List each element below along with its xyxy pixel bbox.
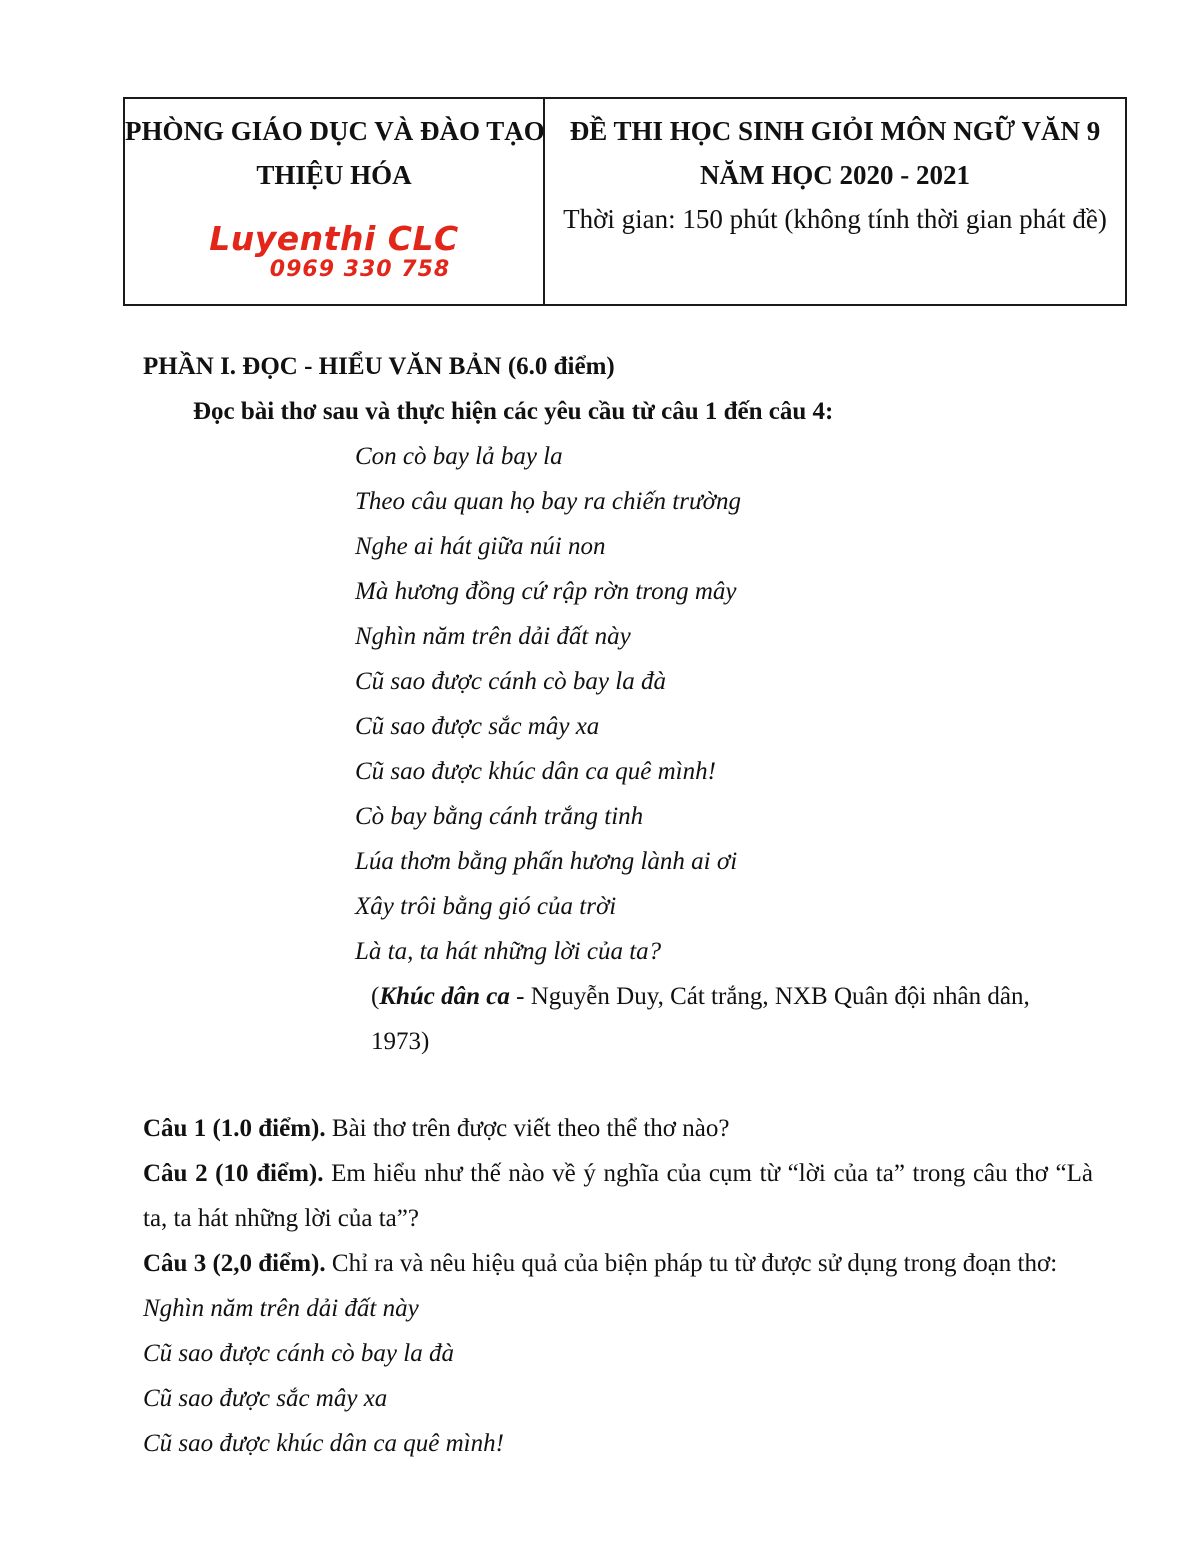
logo-phone-number: 0969 330 758 bbox=[269, 257, 451, 282]
question-1-label: Câu 1 (1.0 điểm). bbox=[143, 1115, 326, 1142]
question-1-text: Bài thơ trên được viết theo thể thơ nào? bbox=[325, 1115, 730, 1142]
question-3-text: Chỉ ra và nêu hiệu quả của biện pháp tu từ được sử dụng trong đoạn thơ: bbox=[325, 1250, 1058, 1277]
exam-title: ĐỀ THI HỌC SINH GIỎI MÔN NGỮ VĂN 9 bbox=[569, 116, 1101, 146]
school-year: NĂM HỌC 2020 - 2021 bbox=[700, 160, 970, 190]
issuing-department: PHÒNG GIÁO DỤC VÀ ĐÀO TẠO bbox=[125, 116, 545, 146]
reading-instruction: Đọc bài thơ sau và thực hiện các yêu cầu từ câu 1 đến câu 4: bbox=[193, 398, 834, 425]
citation-open: ( bbox=[371, 983, 380, 1010]
poem-line: Con cò bay lả bay la bbox=[355, 443, 563, 470]
quote-line: Cũ sao được sắc mây xa bbox=[143, 1385, 388, 1412]
question-2-label: Câu 2 (10 điểm). bbox=[143, 1160, 324, 1187]
poem-line: Cũ sao được cánh cò bay la đà bbox=[355, 668, 666, 695]
poem-line: Nghe ai hát giữa núi non bbox=[355, 533, 606, 560]
question-1 bbox=[143, 1106, 1093, 1151]
poem-line: Cò bay bằng cánh trắng tinh bbox=[355, 803, 644, 830]
poem-line: Mà hương đồng cứ rập rờn trong mây bbox=[355, 578, 737, 605]
section-title: PHẦN I. ĐỌC - HIỂU VĂN BẢN (6.0 điểm) bbox=[143, 353, 615, 380]
question-3-label: Câu 3 (2,0 điểm). bbox=[143, 1250, 326, 1277]
question-3 bbox=[143, 1241, 1093, 1286]
poem-line: Là ta, ta hát những lời của ta? bbox=[355, 938, 662, 965]
quote-line: Cũ sao được khúc dân ca quê mình! bbox=[143, 1430, 504, 1457]
citation-source: - Nguyễn Duy, Cát trắng, NXB Quân đội nhân dân, 1973) bbox=[371, 983, 1030, 1055]
logo bbox=[125, 221, 543, 283]
header-left-cell bbox=[125, 99, 545, 304]
exam-header-table bbox=[123, 97, 1127, 306]
header-right-cell bbox=[545, 99, 1125, 304]
issuing-district: THIỆU HÓA bbox=[256, 160, 412, 190]
quote-line: Nghìn năm trên dải đất này bbox=[143, 1295, 419, 1322]
poem-line: Theo câu quan họ bay ra chiến trường bbox=[355, 488, 741, 515]
poem-line: Nghìn năm trên dải đất này bbox=[355, 623, 631, 650]
logo-text: Luyenthi CLC bbox=[209, 219, 459, 258]
citation-title: Khúc dân ca bbox=[379, 983, 510, 1010]
exam-body bbox=[143, 344, 1093, 1466]
question-2-text: Em hiểu như thế nào về ý nghĩa của cụm từ “lời của ta” trong câu thơ “Là ta, ta hát những lời của ta”? bbox=[143, 1160, 1093, 1232]
time-limit: Thời gian: 150 phút (không tính thời gian phát đề) bbox=[563, 204, 1107, 234]
poem-line: Lúa thơm bằng phấn hương lành ai ơi bbox=[355, 848, 738, 875]
quoted-verse bbox=[143, 1286, 1093, 1466]
poem-line: Cũ sao được khúc dân ca quê mình! bbox=[355, 758, 716, 785]
question-2 bbox=[143, 1151, 1093, 1241]
poem bbox=[355, 434, 1093, 974]
poem-line: Cũ sao được sắc mây xa bbox=[355, 713, 600, 740]
questions bbox=[143, 1106, 1093, 1286]
poem-citation bbox=[371, 974, 1093, 1064]
poem-line: Xây trôi bằng gió của trời bbox=[355, 893, 617, 920]
quote-line: Cũ sao được cánh cò bay la đà bbox=[143, 1340, 454, 1367]
